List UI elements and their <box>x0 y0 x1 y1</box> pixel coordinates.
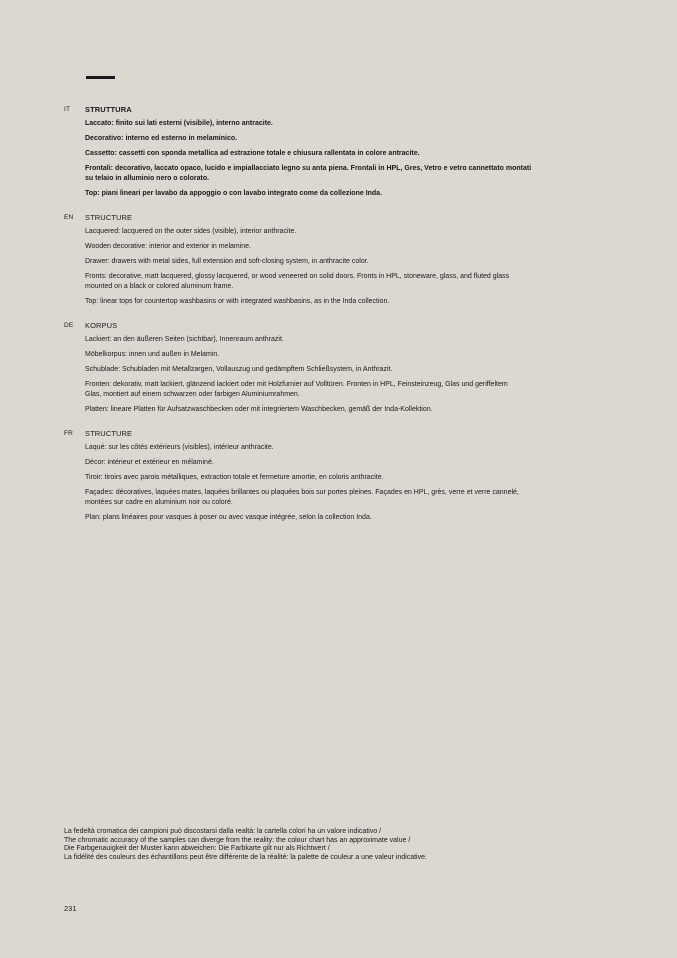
spec-line: Lacquered: lacquered on the outer sides (visible), interior anthracite. <box>85 228 297 235</box>
section-en <box>64 213 624 312</box>
spec-line: Laqué: sur les côtés extérieurs (visibles), intérieur anthracite. <box>85 444 274 451</box>
language-code: IT <box>64 106 71 113</box>
spec-line: Top: linear tops for countertop washbasins or with integrated washbasins, as in the Inda collection. <box>85 298 390 305</box>
color-disclaimer-footnote: La fedeltà cromatica dei campioni può discostarsi dalla realtà: la cartella colori ha un valore indicativo / The chromatic accuracy of the samples can diverge from the reality: the colour chart has an approximate value / Die Farbgenauigkeit der Muster kann abweichen: Die Farbkarte gilt nur als Richtwert / La fidélité des couleurs des échantillons peut être différente de la réalité: la palette de couleur a une valeur indicative. <box>64 828 427 861</box>
spec-line: Décor: intérieur et extérieur en mélaminé. <box>85 459 214 466</box>
page-number: 231 <box>64 904 77 913</box>
spec-line: Wooden decorative: interior and exterior in melamine. <box>85 243 252 250</box>
section-de <box>64 321 624 420</box>
spec-line: Plan: plans linéaires pour vasques à poser ou avec vasque intégrée, selon la collection Inda. <box>85 514 372 521</box>
spec-line: Platten: lineare Platten für Aufsatzwaschbecken oder mit integriertem Waschbecken, gemäß der Inda-Kollektion. <box>85 406 433 413</box>
section-heading: STRUCTURE <box>85 429 133 438</box>
spec-line: Laccato: finito sui lati esterni (visibile), interno antracite. <box>85 120 273 127</box>
spec-line: Tiroir: tiroirs avec parois métalliques, extraction totale et fermeture amortie, en coloris anthracite. <box>85 474 384 481</box>
section-heading: KORPUS <box>85 321 118 330</box>
spec-line: Façades: décoratives, laquées mates, laquées brillantes ou plaquées bois sur portes pleines. Façades en HPL, grès, verre et verre cannelé, montées sur cadre en aluminium noir ou coloré. <box>85 489 519 506</box>
section-fr <box>64 429 624 528</box>
spec-line: Decorativo: interno ed esterno in melaminico. <box>85 135 238 142</box>
section-it <box>64 105 624 204</box>
spec-line: Cassetto: cassetti con sponda metallica ad estrazione totale e chiusura rallentata in colore antracite. <box>85 150 420 157</box>
decorative-bar <box>86 76 115 79</box>
spec-line: Drawer: drawers with metal sides, full extension and soft-closing system, in anthracite color. <box>85 258 369 265</box>
language-code: DE <box>64 322 74 329</box>
spec-line: Fronten: dekorativ, matt lackiert, glänzend lackiert oder mit Holzfurnier auf Volltüren. Fronten in HPL, Feinsteinzeug, Glas und geriffeltem Glas, montiert auf einem schwarzen oder farbigen Aluminiumrahmen. <box>85 381 508 398</box>
language-code: FR <box>64 430 74 437</box>
section-heading: STRUTTURA <box>85 105 132 114</box>
language-code: EN <box>64 214 74 221</box>
spec-line: Möbelkorpus: innen und außen in Melamin. <box>85 351 220 358</box>
spec-line: Frontali: decorativo, laccato opaco, lucido e impiallacciato legno su anta piena. Frontali in HPL, Gres, Vetro e vetro cannettato montati su telaio in alluminio nero o colorato. <box>85 165 532 182</box>
section-heading: STRUCTURE <box>85 213 133 222</box>
spec-line: Fronts: decorative, matt lacquered, glossy lacquered, or wood veneered on solid doors. Fronts in HPL, stoneware, glass, and fluted glass mounted on a black or colored aluminum frame. <box>85 273 510 290</box>
spec-line: Schublade: Schubladen mit Metallzargen, Vollauszug und gedämpftem Schließsystem, in Anthrazit. <box>85 366 393 373</box>
spec-line: Lackiert: an den äußeren Seiten (sichtbar), Innenraum anthrazit. <box>85 336 284 343</box>
spec-line: Top: piani lineari per lavabo da appoggio o con lavabo integrato come da collezione Inda. <box>85 190 383 197</box>
